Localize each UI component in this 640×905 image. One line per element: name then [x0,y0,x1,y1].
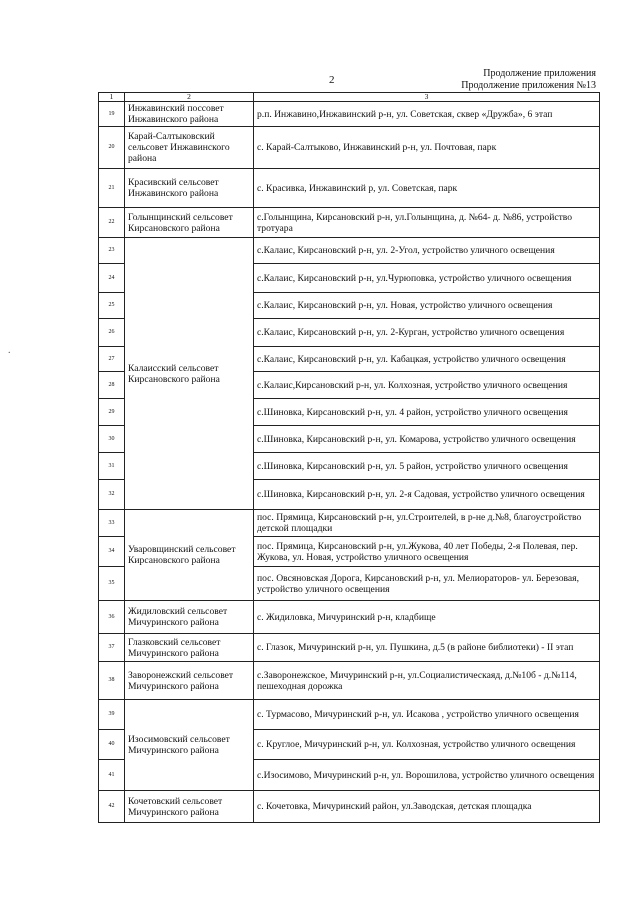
row-number: 36 [99,601,125,634]
table-row [99,102,600,127]
table-row [99,601,600,634]
description-cell: с.Шиновка, Кирсановский р-н, ул. Комарова, устройство уличного освещения [254,426,600,453]
description-cell: с. Круглое, Мичуринский р-н, ул. Колхозная, устройство уличного освещения [254,730,600,760]
row-number: 42 [99,791,125,823]
description-cell: с. Турмасово, Мичуринский р-н, ул. Исакова , устройство уличного освещения [254,700,600,730]
description-cell: с.Калаис, Кирсановский р-н, ул. 2-Курган, устройство уличного освещения [254,319,600,347]
table-row [99,127,600,169]
description-cell: р.п. Инжавино,Инжавинский р-н, ул. Советская, сквер «Дружба», 6 этап [254,102,600,127]
description-cell: с.Калаис, Кирсановский р-н, ул. 2-Угол, устройство уличного освещения [254,238,600,264]
row-number: 24 [99,264,125,293]
organization-cell: Инжавинский поссовет Инжавинского района [125,102,254,127]
table-row [99,208,600,238]
row-number: 41 [99,760,125,791]
table-row [99,238,600,264]
table-row [99,169,600,208]
description-cell: с. Глазок, Мичуринский р-н, ул. Пушкина, д.5 (в районе библиотеки) - II этап [254,634,600,662]
table-row [99,510,600,537]
row-number: 34 [99,537,125,567]
description-cell: с.Калаис, Кирсановский р-н, ул.Чурюповка, устройство уличного освещения [254,264,600,293]
description-cell: с. Карай-Салтыково, Инжавинский р-н, ул. Почтовая, парк [254,127,600,169]
row-number: 28 [99,372,125,399]
table-row [99,791,600,823]
description-cell: пос. Овсяновская Дорога, Кирсановский р-н, ул. Мелиораторов- ул. Березовая, устройство уличного освещения [254,567,600,601]
organization-cell: Глазковский сельсовет Мичуринского района [125,634,254,662]
row-number: 38 [99,662,125,700]
description-cell: с. Кочетовка, Мичуринский район, ул.Заводская, детская площадка [254,791,600,823]
description-cell: с.Голынщина, Кирсановский р-н, ул.Голынщина, д. №64- д. №86, устройство тротуара [254,208,600,238]
description-cell: с.Калаис, Кирсановский р-н, ул. Кабацкая, устройство уличного освещения [254,347,600,372]
organization-cell: Калаисский сельсовет Кирсановского района [125,238,254,510]
table-row [99,662,600,700]
organization-cell: Красивский сельсовет Инжавинского района [125,169,254,208]
row-number: 37 [99,634,125,662]
row-number: 26 [99,319,125,347]
description-cell: с.Калаис, Кирсановский р-н, ул. Новая, устройство уличного освещения [254,293,600,319]
col-header-3: 3 [254,93,600,102]
description-cell: пос. Прямица, Кирсановский р-н, ул.Строителей, в р-не д.№8, благоустройство детской площадки [254,510,600,537]
page-number: 2 [329,74,335,86]
table-row [99,634,600,662]
description-cell: с.Шиновка, Кирсановский р-н, ул. 4 район, устройство уличного освещения [254,399,600,426]
row-number: 35 [99,567,125,601]
organization-cell: Уваровщинский сельсовет Кирсановского района [125,510,254,601]
row-number: 39 [99,700,125,730]
appendix-table [98,92,600,823]
organization-cell: Жидиловский сельсовет Мичуринского района [125,601,254,634]
row-number: 21 [99,169,125,208]
organization-cell: Голынщинский сельсовет Кирсановского района [125,208,254,238]
description-cell: с.Шиновка, Кирсановский р-н, ул. 2-я Садовая, устройство уличного освещения [254,480,600,510]
header-line-1: Продолжение приложения [483,68,596,79]
col-header-2: 2 [125,93,254,102]
description-cell: с.Шиновка, Кирсановский р-н, ул. 5 район, устройство уличного освещения [254,453,600,480]
organization-cell: Карай-Салтыковский сельсовет Инжавинского района [125,127,254,169]
description-cell: с.Изосимово, Мичуринский р-н, ул. Ворошилова, устройство уличного освещения [254,760,600,791]
row-number: 27 [99,347,125,372]
description-cell: с.Калаис,Кирсановский р-н, ул. Колхозная, устройство уличного освещения [254,372,600,399]
header-line-2: Продолжение приложения №13 [461,80,596,91]
col-header-1: 1 [99,93,125,102]
row-number: 23 [99,238,125,264]
row-number: 25 [99,293,125,319]
description-cell: пос. Прямица, Кирсановский р-н, ул.Жукова, 40 лет Победы, 2-я Полевая, пер. Жукова, ул. Новая, устройство уличного освещения [254,537,600,567]
table-header-row [99,93,600,102]
row-number: 22 [99,208,125,238]
description-cell: с. Красивка, Инжавинский р, ул. Советская, парк [254,169,600,208]
margin-mark: . [8,345,11,356]
table-row [99,700,600,730]
row-number: 20 [99,127,125,169]
description-cell: с. Жидиловка, Мичуринский р-н, кладбище [254,601,600,634]
row-number: 19 [99,102,125,127]
row-number: 33 [99,510,125,537]
row-number: 40 [99,730,125,760]
description-cell: с.Заворонежское, Мичуринский р-н, ул.Социалистическаяд, д.№10б - д.№114, пешеходная дорожка [254,662,600,700]
row-number: 32 [99,480,125,510]
organization-cell: Заворонежский сельсовет Мичуринского района [125,662,254,700]
row-number: 31 [99,453,125,480]
row-number: 29 [99,399,125,426]
row-number: 30 [99,426,125,453]
organization-cell: Изосимовский сельсовет Мичуринского района [125,700,254,791]
organization-cell: Кочетовский сельсовет Мичуринского района [125,791,254,823]
